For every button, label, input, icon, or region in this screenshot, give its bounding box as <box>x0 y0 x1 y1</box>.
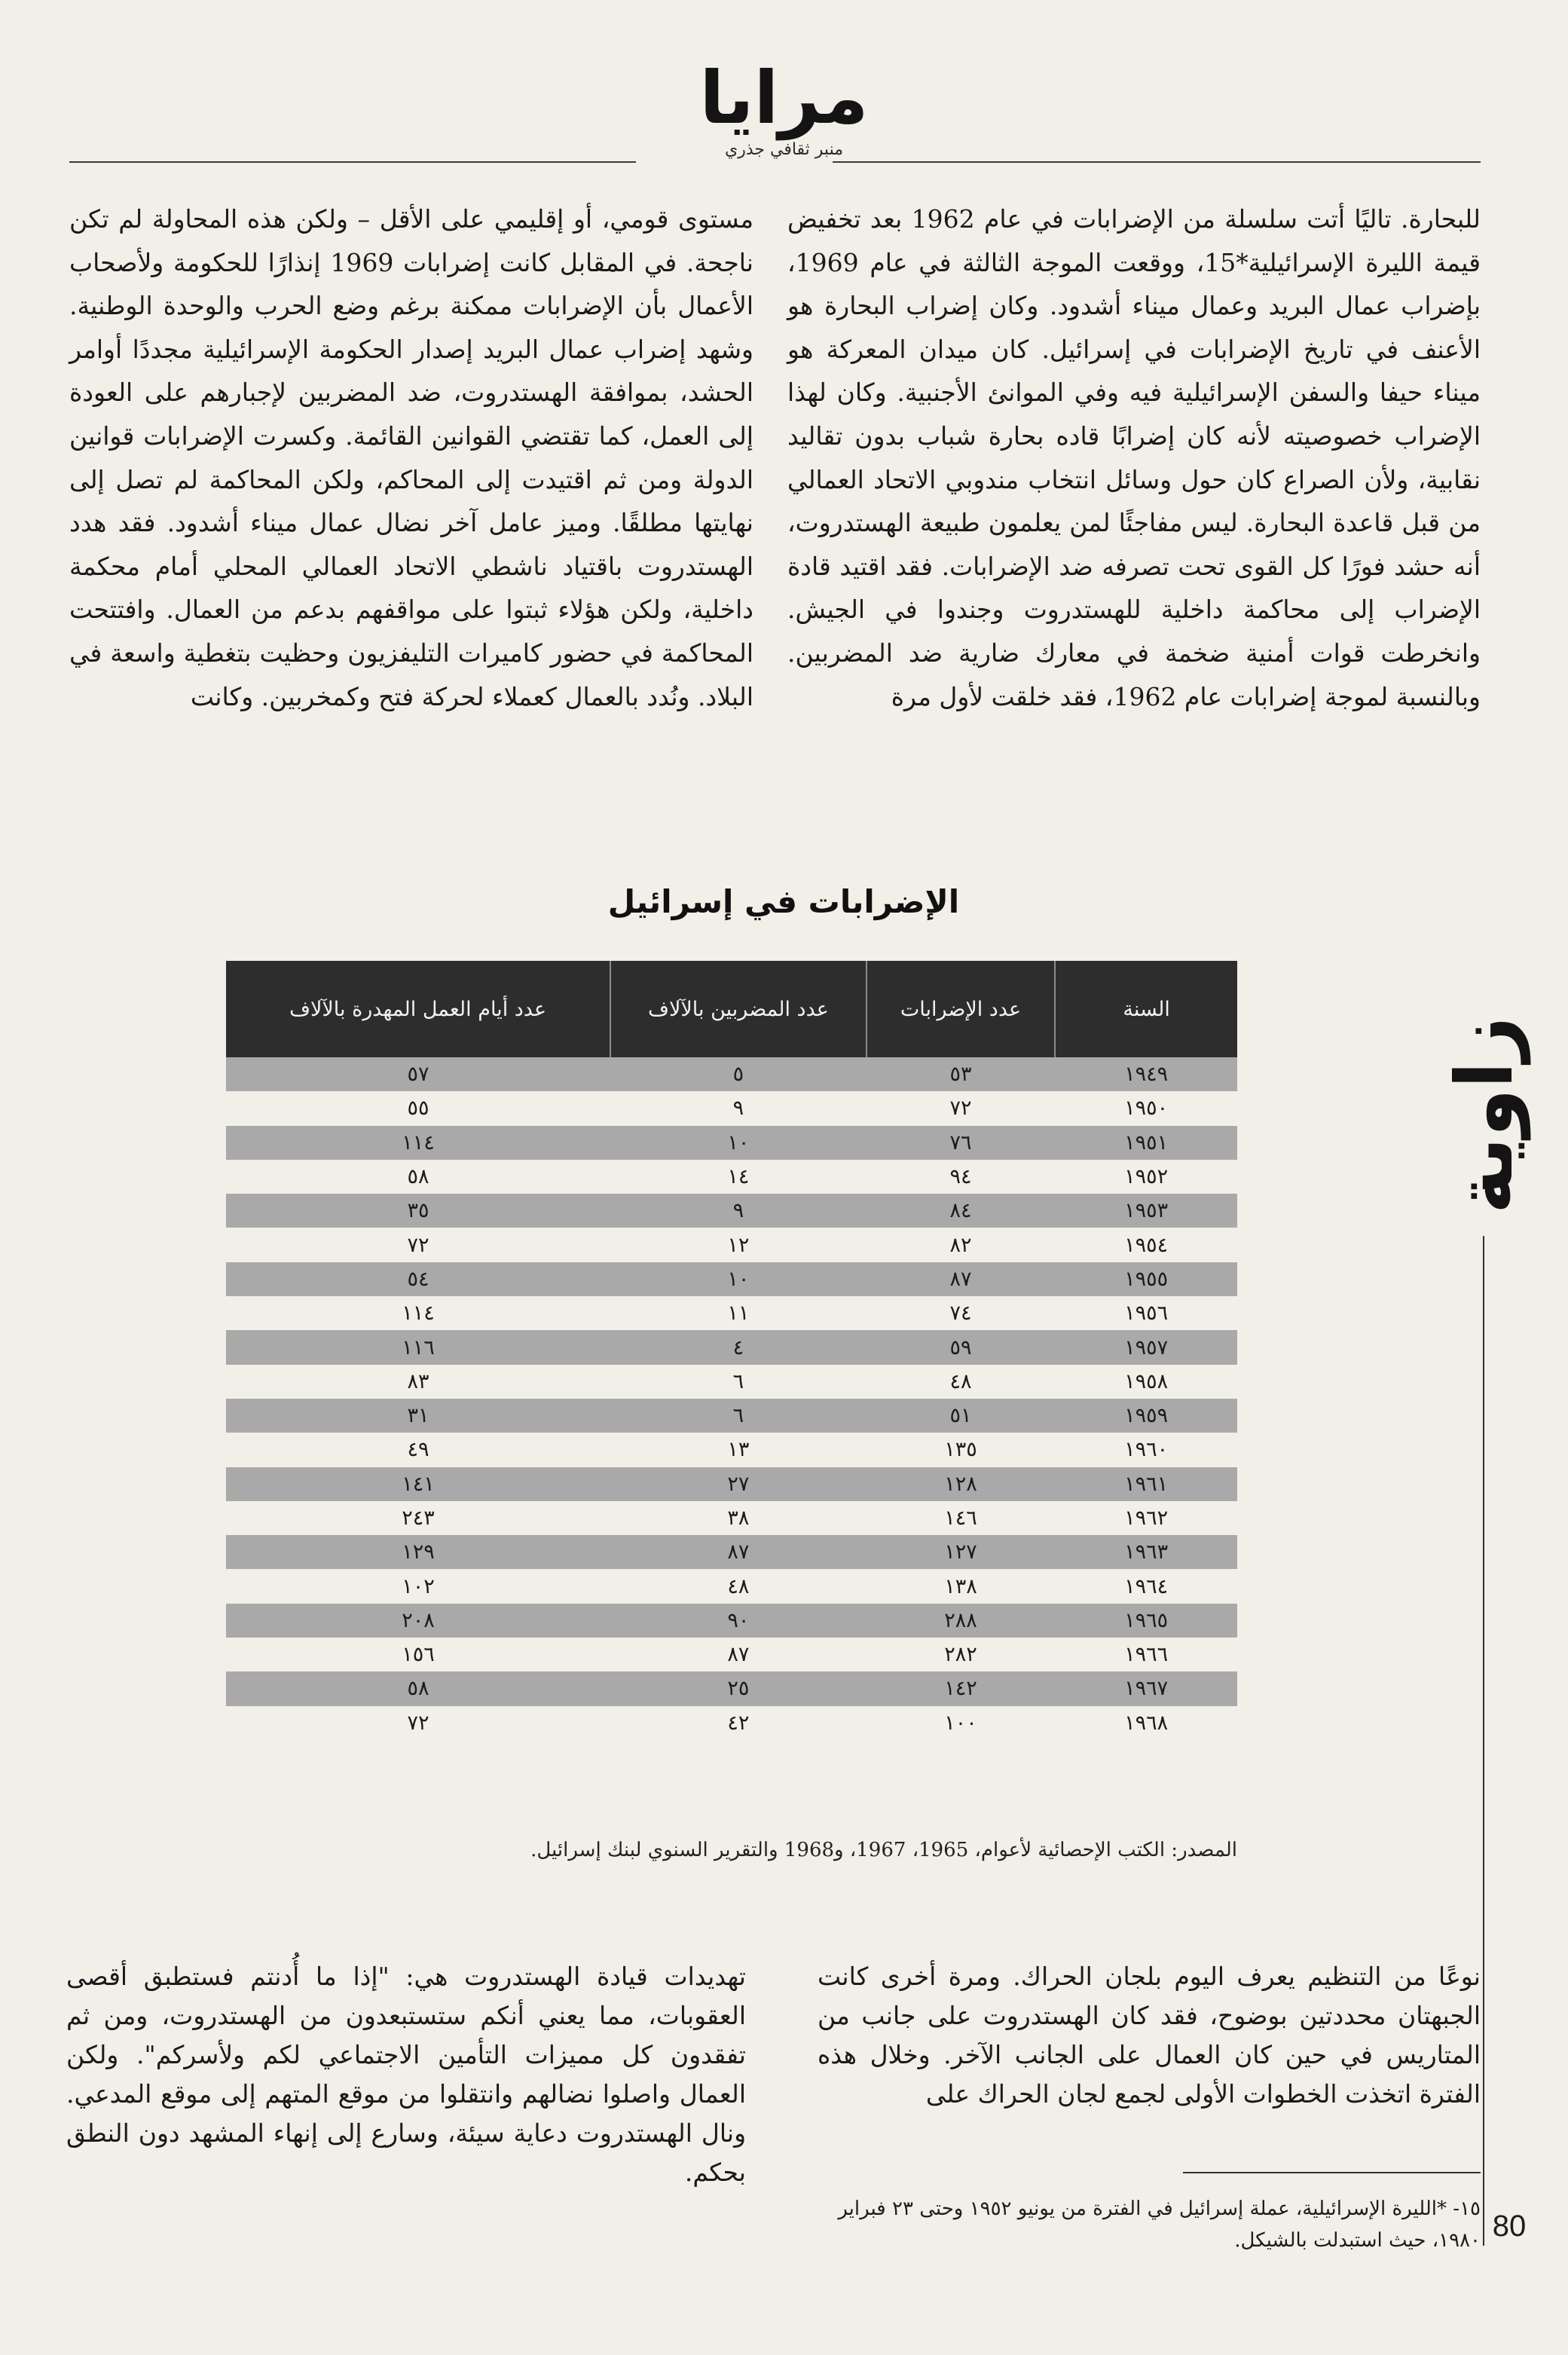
cell-strikes: ٨٤ <box>867 1194 1056 1228</box>
table-source: المصدر: الكتب الإحصائية لأعوام، 1965، 1967، و1968 والتقرير السنوي لبنك إسرائيل. <box>530 1839 1237 1861</box>
table-row <box>226 1194 1237 1228</box>
header-rule-left <box>69 161 636 163</box>
table-header-row <box>226 961 1237 1057</box>
cell-strikers: ١١ <box>610 1296 867 1330</box>
page-number: 80 <box>1492 2210 1527 2243</box>
cell-lost-days: ٧٢ <box>226 1228 610 1262</box>
table-row <box>226 1433 1237 1467</box>
cell-year: ١٩٥٥ <box>1055 1262 1237 1296</box>
cell-year: ١٩٥٠ <box>1055 1091 1237 1125</box>
cell-strikes: ١٣٥ <box>867 1433 1056 1467</box>
cell-year: ١٩٥٦ <box>1055 1296 1237 1330</box>
cell-strikers: ٥ <box>610 1057 867 1091</box>
cell-strikers: ١٠ <box>610 1126 867 1160</box>
cell-strikers: ٤ <box>610 1330 867 1364</box>
table-row <box>226 1671 1237 1705</box>
section-rule <box>1483 1236 1484 2246</box>
cell-strikes: ١٣٨ <box>867 1569 1056 1603</box>
cell-year: ١٩٥١ <box>1055 1126 1237 1160</box>
cell-strikers: ٩٠ <box>610 1604 867 1638</box>
cell-strikes: ٥١ <box>867 1399 1056 1433</box>
cell-year: ١٩٦٤ <box>1055 1569 1237 1603</box>
cell-year: ١٩٥٩ <box>1055 1399 1237 1433</box>
cell-strikes: ٢٨٢ <box>867 1638 1056 1671</box>
cell-strikes: ١٢٧ <box>867 1535 1056 1569</box>
magazine-logo: مرايا <box>699 56 869 140</box>
cell-lost-days: ١٥٦ <box>226 1638 610 1671</box>
masthead <box>0 56 1568 160</box>
table-row <box>226 1262 1237 1296</box>
footnote-rule <box>1183 2172 1481 2173</box>
cell-strikers: ٤٢ <box>610 1706 867 1740</box>
cell-strikes: ٤٨ <box>867 1365 1056 1399</box>
cell-year: ١٩٦٣ <box>1055 1535 1237 1569</box>
table-row <box>226 1330 1237 1364</box>
magazine-tagline: منبر ثقافي جذري <box>725 140 843 159</box>
cell-strikes: ٥٩ <box>867 1330 1056 1364</box>
cell-lost-days: ٣٥ <box>226 1194 610 1228</box>
table-row <box>226 1535 1237 1569</box>
cell-strikers: ٣٨ <box>610 1501 867 1535</box>
table-row <box>226 1604 1237 1638</box>
cell-strikers: ٦ <box>610 1399 867 1433</box>
cell-year: ١٩٦٢ <box>1055 1501 1237 1535</box>
cell-lost-days: ٣١ <box>226 1399 610 1433</box>
cell-strikes: ٩٤ <box>867 1160 1056 1194</box>
cell-lost-days: ٨٣ <box>226 1365 610 1399</box>
cell-year: ١٩٦١ <box>1055 1467 1237 1501</box>
cell-strikers: ٤٨ <box>610 1569 867 1603</box>
cell-strikes: ١٤٢ <box>867 1671 1056 1705</box>
header-year: السنة <box>1055 961 1237 1057</box>
cell-year: ١٩٦٦ <box>1055 1638 1237 1671</box>
cell-year: ١٩٥٢ <box>1055 1160 1237 1194</box>
cell-strikes: ٧٦ <box>867 1126 1056 1160</box>
cell-lost-days: ٥٤ <box>226 1262 610 1296</box>
cell-strikers: ١٠ <box>610 1262 867 1296</box>
cell-lost-days: ١١٤ <box>226 1126 610 1160</box>
table-row <box>226 1638 1237 1671</box>
cell-year: ١٩٥٣ <box>1055 1194 1237 1228</box>
cell-year: ١٩٤٩ <box>1055 1057 1237 1091</box>
cell-lost-days: ٥٨ <box>226 1671 610 1705</box>
cell-lost-days: ٢٤٣ <box>226 1501 610 1535</box>
cell-year: ١٩٥٧ <box>1055 1330 1237 1364</box>
article-column-left: مستوى قومي، أو إقليمي على الأقل – ولكن هذه المحاولة لم تكن ناجحة. في المقابل كانت إضرابات 1969 إنذارًا للحكومة ولأصحاب الأعمال بأن الإضرابات ممكنة برغم وضع الحرب والوحدة الوطنية. وشهد إضراب عمال البريد إصدار الحكومة الإسرائيلية مجددًا أوامر الحشد، بموافقة الهستدروت، ضد المضربين لإجبارهم على العودة إلى العمل، كما تقتضي القوانين القائمة. وكسرت الإضرابات قوانين الدولة ومن ثم اقتيدت إلى المحاكم، ولكن المحاكمة لم تصل إلى نهايتها مطلقًا. وميز عامل آخر نضال عمال ميناء أشدود. فقد هدد الهستدروت باقتياد ناشطي الاتحاد العمالي المحلي أمام محكمة داخلية، ولكن هؤلاء ثبتوا على مواقفهم بدعم من العمال. وافتتحت المحاكمة في حضور كاميرات التليفزيون وحظيت بتغطية واسعة في البلاد. ونُدد بالعمال كعملاء لحركة فتح وكمخربين. وكانت <box>69 204 753 711</box>
cell-strikes: ١٢٨ <box>867 1467 1056 1501</box>
cell-strikers: ٦ <box>610 1365 867 1399</box>
article-column-right: للبحارة. تاليًا أتت سلسلة من الإضرابات في عام 1962 بعد تخفيض قيمة الليرة الإسرائيلية*15، ووقعت الموجة الثالثة في عام 1969، بإضراب عمال البريد وعمال ميناء أشدود. وكان إضراب البحارة هو الأعنف في تاريخ الإضرابات في إسرائيل. كان ميدان المعركة هو ميناء حيفا والسفن الإسرائيلية فيه وفي الموانئ الأجنبية. وكان لهذا الإضراب خصوصيته لأنه كان إضرابًا قاده بحارة شباب بدون تقاليد نقابية، ولأن الصراع كان حول وسائل انتخاب مندوبي الاتحاد العمالي من قبل قاعدة البحارة. ليس مفاجئًا لمن يعلمون طبيعة الهستدروت، أنه حشد فورًا كل القوى تحت تصرفه ضد الإضرابات. فقد اقتيد قادة الإضراب إلى محاكمة داخلية للهستدروت وجندوا في الجيش. وانخرطت قوات أمنية ضخمة في معارك ضارية ضد المضربين. وبالنسبة لموجة إضرابات عام 1962، فقد خلقت لأول مرة <box>787 204 1481 711</box>
cell-strikes: ٧٤ <box>867 1296 1056 1330</box>
cell-year: ١٩٦٥ <box>1055 1604 1237 1638</box>
cell-lost-days: ٥٨ <box>226 1160 610 1194</box>
table-row <box>226 1569 1237 1603</box>
cell-strikers: ٢٧ <box>610 1467 867 1501</box>
header-strikes: عدد الإضرابات <box>867 961 1056 1057</box>
cell-lost-days: ٥٧ <box>226 1057 610 1091</box>
table-row <box>226 1365 1237 1399</box>
table-row <box>226 1160 1237 1194</box>
table-row <box>226 1467 1237 1501</box>
cell-strikers: ١٣ <box>610 1433 867 1467</box>
cell-year: ١٩٦٧ <box>1055 1671 1237 1705</box>
cell-year: ١٩٦٠ <box>1055 1433 1237 1467</box>
cell-lost-days: ١٢٩ <box>226 1535 610 1569</box>
table-title: الإضرابات في إسرائيل <box>607 883 960 920</box>
cell-lost-days: ١٤١ <box>226 1467 610 1501</box>
cell-lost-days: ٥٥ <box>226 1091 610 1125</box>
cell-strikes: ١٠٠ <box>867 1706 1056 1740</box>
article-bottom-left: تهديدات قيادة الهستدروت هي: "إذا ما أُدنتم فستطبق أقصى العقوبات، مما يعني أنكم ستستبعدون من الهستدروت، ومن ثم تفقدون كل مميزات التأمين الاجتماعي لكم ولأسركم". ولكن العمال واصلوا نضالهم وانتقلوا من موقع المتهم إلى موقع المدعي. ونال الهستدروت دعاية سيئة، وسارع إلى إنهاء المشهد دون النطق بحكم. <box>66 1962 746 2187</box>
footnote: ١٥- *الليرة الإسرائيلية، عملة إسرائيل في الفترة من يونيو ١٩٥٢ وحتى ٢٣ فبراير ١٩٨٠، حيث استبدلت بالشيكل. <box>838 2197 1481 2252</box>
cell-strikes: ٨٧ <box>867 1262 1056 1296</box>
cell-strikes: ١٤٦ <box>867 1501 1056 1535</box>
article-bottom-right: نوعًا من التنظيم يعرف اليوم بلجان الحراك. ومرة أخرى كانت الجبهتان محددتين بوضوح، فقد كان الهستدروت على جانب من المتاريس في حين كان العمال على الجانب الآخر. وخلال هذه الفترة اتخذت الخطوات الأولى لجمع لجان الحراك على <box>818 1962 1481 2109</box>
cell-year: ١٩٥٨ <box>1055 1365 1237 1399</box>
cell-strikes: ٨٢ <box>867 1228 1056 1262</box>
cell-strikers: ٩ <box>610 1194 867 1228</box>
cell-lost-days: ٤٩ <box>226 1433 610 1467</box>
cell-strikes: ٧٢ <box>867 1091 1056 1125</box>
cell-strikers: ٩ <box>610 1091 867 1125</box>
table-row <box>226 1501 1237 1535</box>
table-row <box>226 1057 1237 1091</box>
cell-strikers: ١٢ <box>610 1228 867 1262</box>
cell-strikers: ١٤ <box>610 1160 867 1194</box>
cell-strikes: ٢٨٨ <box>867 1604 1056 1638</box>
strikes-table <box>226 961 1237 1740</box>
cell-strikers: ٨٧ <box>610 1638 867 1671</box>
table-row <box>226 1399 1237 1433</box>
cell-year: ١٩٦٨ <box>1055 1706 1237 1740</box>
table-row <box>226 1091 1237 1125</box>
cell-year: ١٩٥٤ <box>1055 1228 1237 1262</box>
cell-lost-days: ٧٢ <box>226 1706 610 1740</box>
table-body <box>226 1057 1237 1740</box>
table-row <box>226 1126 1237 1160</box>
table-row <box>226 1228 1237 1262</box>
cell-lost-days: ١٠٢ <box>226 1569 610 1603</box>
cell-lost-days: ١١٤ <box>226 1296 610 1330</box>
cell-strikes: ٥٣ <box>867 1057 1056 1091</box>
cell-lost-days: ٢٠٨ <box>226 1604 610 1638</box>
cell-strikers: ٢٥ <box>610 1671 867 1705</box>
table-row <box>226 1296 1237 1330</box>
cell-lost-days: ١١٦ <box>226 1330 610 1364</box>
header-strikers: عدد المضربين بالآلاف <box>610 961 867 1057</box>
section-label: زاوية <box>1438 1016 1530 1215</box>
table-row <box>226 1706 1237 1740</box>
header-rule-right <box>833 161 1481 163</box>
header-lost-days: عدد أيام العمل المهدرة بالآلاف <box>226 961 610 1057</box>
cell-strikers: ٨٧ <box>610 1535 867 1569</box>
